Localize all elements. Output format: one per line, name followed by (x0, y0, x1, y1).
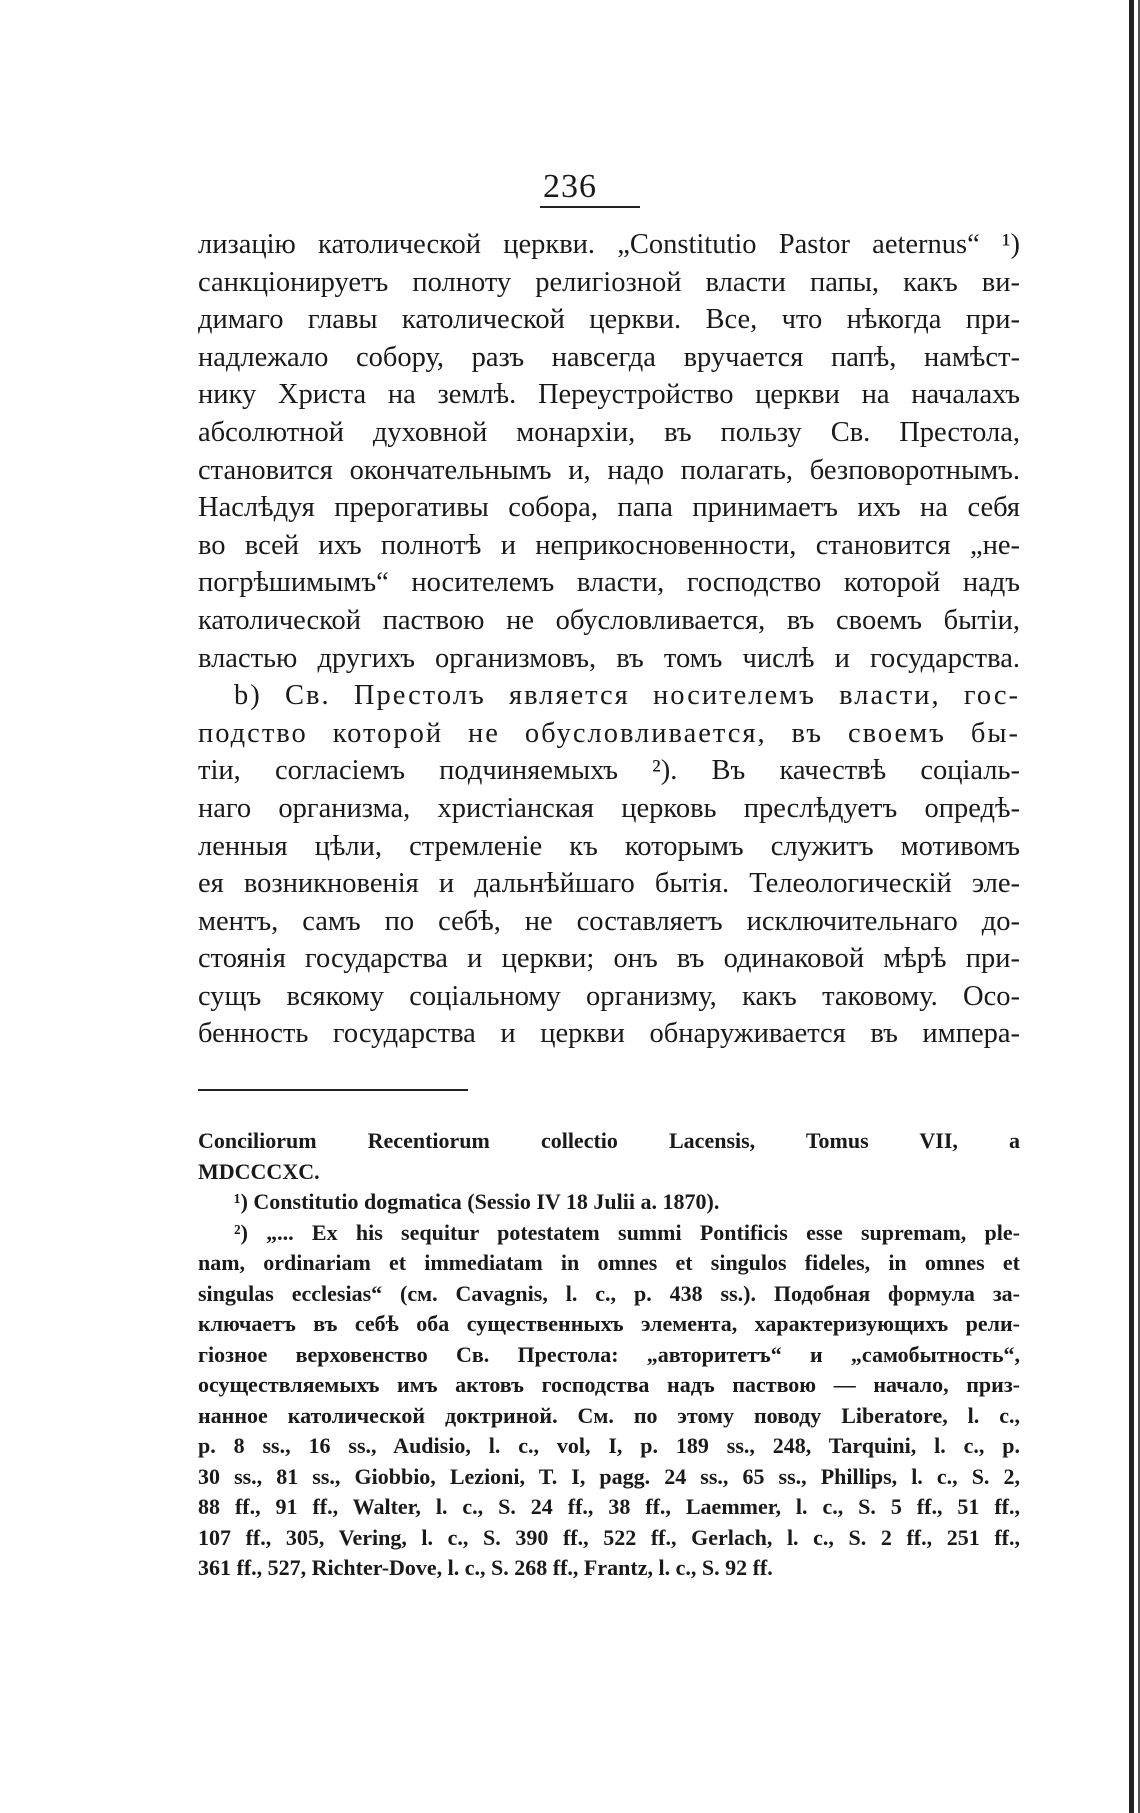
main-text-block (198, 226, 1020, 1053)
text-line: властью другихъ организмовъ, въ томъ числѣ и государства. (198, 642, 1020, 674)
text-line: во всей ихъ полнотѣ и неприкосновенности, становится „не- (198, 529, 1020, 561)
text-line: бенность государства и церкви обнаруживается въ импера- (198, 1018, 1020, 1050)
text-line: димаго главы католической церкви. Все, что нѣкогда при- (198, 304, 1020, 336)
footnote-line: ²) „... Ex his sequitur potestatem summi Pontificis esse supremam, ple- (234, 1219, 1020, 1245)
text-line: тіи, согласіемъ подчиняемыхъ ²). Въ качествѣ соціаль- (198, 755, 1020, 787)
text-line: католической паствою не обусловливается, въ своемъ бытіи, (198, 604, 1020, 636)
footnote-line: нанное католической доктриной. См. по этому поводу Liberatore, l. c., (198, 1402, 1020, 1428)
text-line: ментъ, самъ по себѣ, не составляетъ исключительнаго до- (198, 905, 1020, 937)
footnote-line: 361 ff., 527, Richter-Dove, l. c., S. 268 ff., Frantz, l. c., S. 92 ff. (198, 1555, 773, 1580)
footnote-line: осуществляемыхъ имъ актовъ господства надъ паствою — начало, приз- (198, 1372, 1020, 1397)
page-number: 236 (543, 168, 597, 205)
text-line: сущъ всякому соціальному организму, какъ таковому. Осо- (198, 980, 1020, 1012)
page-number-rule (540, 206, 640, 208)
footnote-line: 88 ff., 91 ff., Walter, l. c., S. 24 ff., 38 ff., Laemmer, l. c., S. 5 ff., 51 ff., (198, 1494, 1020, 1519)
footnote-line: MDCCCXC. (198, 1158, 320, 1184)
text-line: становится окончательнымъ и, надо полагать, безповоротнымъ. (198, 454, 1020, 486)
text-line: наго организма, христіанская церковь преслѣдуетъ опредѣ- (198, 792, 1020, 824)
footnote-line: ¹) Constitutio dogmatica (Sessio IV 18 Julii a. 1870). (234, 1189, 720, 1214)
page-edge-shadow (1129, 0, 1134, 1813)
text-line: надлежало собору, разъ навсегда вручается папѣ, намѣст- (198, 341, 1020, 373)
text-line: ея возникновенія и дальнѣйшаго бытія. Телеологическій эле- (198, 868, 1020, 900)
text-line: абсолютной духовной монархіи, въ пользу Св. Престола, (198, 416, 1020, 448)
text-line: погрѣшимымъ“ носителемъ власти, господство которой надъ (198, 567, 1020, 599)
text-line: Наслѣдуя прерогативы собора, папа принимаетъ ихъ на себя (198, 492, 1020, 524)
footnote-line: гіозное верховенство Св. Престола: „авторитетъ“ и „самобытность“, (198, 1341, 1020, 1367)
text-line: лизацію католической церкви. „Constitutio Pastor aeternus“ ¹) (198, 229, 1020, 260)
footnote-line: singulas ecclesias“ (см. Cavagnis, l. c., p. 438 ss.). Подобная формула за- (198, 1280, 1020, 1306)
footnote-separator (198, 1089, 468, 1091)
footnotes-block (198, 1126, 1020, 1584)
text-line: подство которой не обусловливается, въ своемъ бы- (198, 717, 1020, 749)
text-line: b) Св. Престолъ является носителемъ власти, гос- (234, 680, 1020, 712)
footnote-line: 30 ss., 81 ss., Giobbio, Lezioni, T. I, pagg. 24 ss., 65 ss., Phillips, l. c., S. 2, (198, 1463, 1020, 1489)
text-line: стоянія государства и церкви; онъ въ одинаковой мѣрѣ при- (198, 943, 1020, 975)
footnote-line: Conciliorum Recentiorum collectio Lacensis, Tomus VII, a (198, 1128, 1020, 1153)
text-line: санкціонируетъ полноту религіозной власти папы, какъ ви- (198, 266, 1020, 298)
text-line: ленныя цѣли, стремленіе къ которымъ служитъ мотивомъ (198, 830, 1020, 862)
footnote-line: p. 8 ss., 16 ss., Audisio, l. c., vol, I, p. 189 ss., 248, Tarquini, l. c., p. (198, 1433, 1020, 1458)
footnote-line: nam, ordinariam et immediatam in omnes et singulos fideles, in omnes et (198, 1250, 1020, 1275)
footnote-line: ключаетъ въ себѣ оба существенныхъ элемента, характеризующихъ рели- (198, 1311, 1020, 1336)
text-line: нику Христа на землѣ. Переустройство церкви на началахъ (198, 379, 1020, 411)
footnote-line: 107 ff., 305, Vering, l. c., S. 390 ff., 522 ff., Gerlach, l. c., S. 2 ff., 251 ff., (198, 1524, 1020, 1550)
